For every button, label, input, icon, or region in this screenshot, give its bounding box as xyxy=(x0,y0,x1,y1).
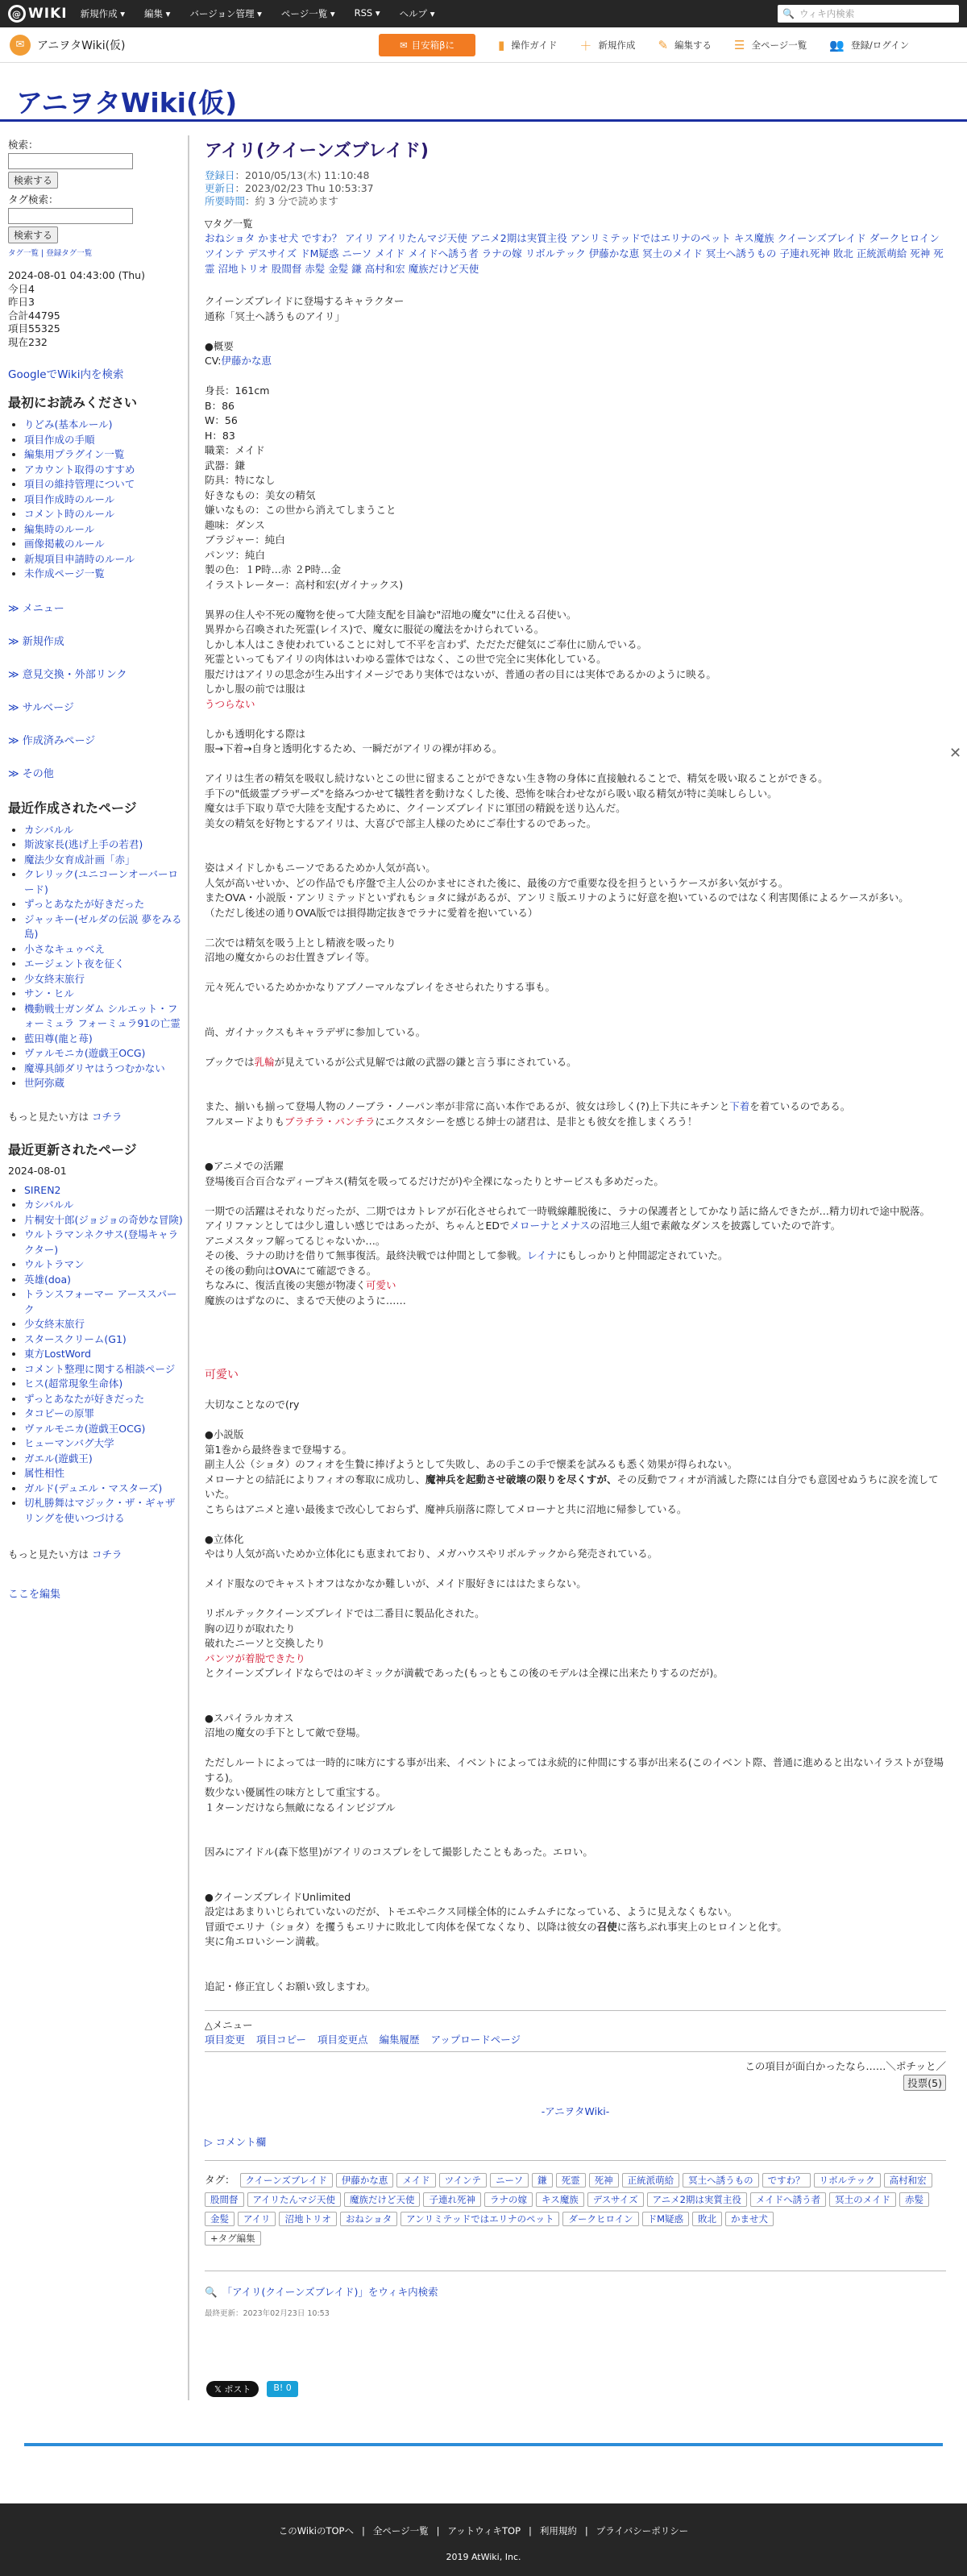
page-tool-link[interactable]: 項目変更 xyxy=(205,2034,246,2046)
notice-button[interactable] xyxy=(379,34,475,56)
list-item[interactable]: • 魔法少女育成計画「赤」 xyxy=(24,853,184,868)
tag-list-links[interactable]: タグ一覧 | 登録タグ一覧 xyxy=(8,249,93,258)
red-text: パンツが着脱できたり xyxy=(205,1652,306,1664)
tag-search-button[interactable]: 検索する xyxy=(8,226,58,243)
tag-chip[interactable]: メイド xyxy=(396,2173,435,2188)
more-updated: もっと見たい方は コチラ xyxy=(8,1548,122,1560)
tag-chip[interactable]: メイドへ誘う者 xyxy=(750,2192,826,2207)
all-pages-label: 全ページ一覧 xyxy=(751,39,807,51)
tag-label: タグ： xyxy=(205,2174,235,2186)
list-item[interactable]: • 項目の維持管理について xyxy=(24,477,184,492)
registered-key: 登録日 xyxy=(205,169,235,181)
read-first-heading: 最初にお読みください xyxy=(8,395,138,410)
registered-date: ：2010/05/13(木) 11:10:48 xyxy=(234,169,370,181)
nav-rss[interactable]: RSS ▾ xyxy=(354,7,380,19)
list-item[interactable]: • 新規項目申請時のルール xyxy=(24,552,184,567)
nav-version[interactable]: バージョン管理 ▾ xyxy=(189,8,262,19)
nav-page-list[interactable]: ページ一覧 ▾ xyxy=(280,8,335,19)
list-item[interactable]: • コメント整理に関する相談ページ xyxy=(24,1362,184,1377)
nav-new[interactable]: 新規作成 ▾ xyxy=(80,8,126,19)
tag-links[interactable]: おねショタ かませ犬 ですわ？ アイリ アイリたんマジ天使 アニメ2期は実質主役 アンリミテッドではエリナのペット キス魔族 クイーンズブレイド ダークヒロイン ツインテ デスサイズ ドM疑惑 ニーソ メイド メイドへ誘う者 ラナの嫁 リボルテック 伊藤かな恵 冥土のメイド 冥土へ誘うもの 子連れ死神 敗北 正統派萌給 死神 死霊 沼地トリオ 股間督 赤髪 金髪 鎌 高村和宏 魔族だけど天使 xyxy=(205,232,944,275)
nav-help[interactable]: ヘルプ ▾ xyxy=(399,8,435,19)
list-item[interactable]: • サン・ヒル xyxy=(24,987,184,1002)
updated-key: 更新日 xyxy=(205,182,235,194)
tag-chip[interactable]: ツインテ xyxy=(439,2173,487,2188)
add-tag-button[interactable]: +タグ編集 xyxy=(205,2231,261,2246)
wiki-actions xyxy=(498,27,932,63)
list-item[interactable]: • 編集時のルール xyxy=(24,522,184,538)
cv-link[interactable]: 伊藤かな恵 xyxy=(221,355,272,367)
reading-time: ：約 3 分で読めます xyxy=(245,195,338,207)
edit-sidebar-link[interactable]: ここを編集 xyxy=(8,1589,61,1601)
list-item[interactable]: • 編集用プラグイン一覧 xyxy=(24,447,184,463)
wiki-icon: ✉ xyxy=(10,35,31,56)
footer-links: このWikiのTOPへ | 全ページ一覧 | アットウィキTOP | 利用規約 | プライバシーポリシー xyxy=(278,2525,689,2537)
tag-chip[interactable]: 子連れ死神 xyxy=(423,2192,481,2207)
tag-search-input[interactable] xyxy=(8,208,133,224)
article xyxy=(205,137,946,2318)
divider xyxy=(205,2160,946,2161)
red-text: ブラチラ・パンチラ xyxy=(284,1115,376,1128)
list-item[interactable]: • 少女終末旅行 xyxy=(24,1317,184,1332)
new-page-label: 新規作成 xyxy=(598,39,636,51)
page-tools xyxy=(205,2032,946,2046)
list-item[interactable]: • 東方LostWord xyxy=(24,1347,184,1362)
tag-chip[interactable]: キス魔族 xyxy=(536,2192,584,2207)
page-title: アイリ(クイーンズブレイド) xyxy=(205,141,429,161)
created-pages-link[interactable]: ≫ 作成済みページ xyxy=(8,734,96,747)
list-item[interactable]: • ヒューマンバグ大学 xyxy=(24,1436,184,1452)
read-first-list xyxy=(8,418,184,582)
red-text: 可愛い xyxy=(205,1369,239,1381)
footer-link[interactable]: 利用規約 xyxy=(539,2525,577,2537)
pencil-icon: ✎ xyxy=(658,38,669,52)
search-icon: 🔍 xyxy=(205,2286,218,2298)
page-tool-link[interactable]: 編集履歴 xyxy=(379,2034,420,2046)
guide-icon: ▮ xyxy=(498,38,505,52)
article-body: クイーンズブレイドに登場するキャラクター 通称「冥土へ誘うものアイリ」 ●概要 CV:伊藤かな恵 身長：161cm B：86 W：56 H：83 職業：メイド 武器：鎌 防具：特になし 好きなもの：美女の精気 嫌いなもの：この世から消えてしまうこと 趣味：ダンス ブラジャー：純白 パンツ：純白 製の色：１P時…赤 ２P時…金 イラストレーター：高村和宏(ガイナックス) 異界の住人や不死の魔物を使って大陸支配を目論む"沼地の魔女"に仕える召使い。 異界から召喚された死霊(レイス)で、魔女に服従の魔法をかけられている。 しかし本人はこき使われていることに対して不平を言わず、ただただ健気にご奉仕に励んでいる。 死霊といってもアイリの肉体はいわゆる霊体ではなく、この世で完全に実体化している。 服だけはアイリの思念が生み出すイメージであり実体ではないが、普通の者の目には実体であるかのように映る。 しかし服の前では服は うつらない しかも透明化する際は 服→下着→自身と透明化するため、一瞬だがアイリの裸が拝める。 アイリは生者の精気を吸収し続けないとこの世に留まることができない生き物の身体に直接触れることで、精気を吸い取ることができる。 手下の"低級霊ブラザーズ"を絡みつかせて犠牲者を動けなくした後、恐怖を味合わせながら吸い取る精気が特に美味しらしい。 魔女は手下取り草で大陸を支配するために、クイーンズブレイドに軍団の精鋭を送り込んだ。 美女の精気を好物とするアイリは、大喜びで部主人様のためにご奉仕するのであった。 姿はメイドしかもニーソであるためか人気が高い。 人気が高いせいか、どの作品でも序盤で主人公のかませにされた後に、最後の方で重要な役を担うというケースが多い気がする。 またOVA・小説版・アンリミテッドといずれもショタに縁があるが、アンリミ版エリナのように好意を抱いているのではなく利害関係によるケースが多い。 （ただし後述の通りOVA版では損得勘定抜きでラナに愛着を抱いている） 二次では精気を吸う上とし精液を吸ったり 沼地の魔女からのお仕置きプレイ等。 元々死んでいるためかかなりアブノーマルなプレイをさせられたりする事も。 尚、ガイナックスもキャラデザに参加している。 ブックでは乳輪が見えているが公式見解では敵の武器の鎌と言う事にされている。 また、揃いも揃って登場人物のノーブラ・ノーパン率が非常に高い本作であるが、彼女は珍しく(?)上下共にキチンと下着を着ているのである。 フルヌードよりもブラチラ・パンチラにエクスタシーを感じる紳士の諸君は、是非とも彼女を推しまくろう！ ●アニメでの活躍 登場後百合百合なディープキス(精気を吸ってるだけだが)や全裸になったりとサービスも多めだった。 一期での活躍はそれなりだったが、二期ではカトレアが石化させられて一時戦線離脱後に、ラナの保護者としてかなり話に絡んできたが…精力切れで途中脱落。 アイリファンとしては少し遺しい感じではあったが、ちゃんとEDでメローナとメナスの沼地三人組で素敵なダンスを披露していたので許す。 アニメスタッフ解ってるじゃないか…。 その後、ラナの助けを借りて無事復活。最終決戦では仲間として参戦。レイナにもしっかりと仲間認定されていた。 その後の動向はOVAにて確認できる。 ちなみに、復活直後の実態が物凄く可愛い 魔族のはずなのに、まるで天使のように…… 可愛い 大切なことなので(ry ●小説版 第1巻から最終巻まで登場する。 副主人公（ショタ）のフィオを生贄に捧げようとして失敗し、あの手この手で懐柔を試みるも悉く効果が得られない。 メローナとの結託によりフィオの奪取に成功し、魔神兵を起動させ破壊の限りを尽くすが、その反動でフィオが消滅した際には自分でも意図せぬうちに涙を流していた。 こちらはアニメと違い最後まで改心しておらず、魔神兵崩落に際してメローナと共に沼地に帰参している。 ●立体化 やはり人気が高いためか立体化にも恵まれており、メガハウスやリボルテックから発売されている。 メイド服なのでキャストオフはなかなか難しいが、メイド服好きにははたまらない。 リボルテッククイーンズブレイドでは二番目に製品化された。 胸の辺りが取れたり 破れたニーソと交換したり パンツが着脱できたり とクイーンズブレイドならではのギミックが満載であった(もっともこの後のモデルは全裸に出来たりするのだが)。 ●スパイラルカオス 沼地の魔女の手下として敵で登場。 ただしルートによっては一時的に味方にする事が出来、イベントによっては永続的に仲間にする事が出来る(このイベント際、普通に進めると出ないイラストが登場する)。 数少ない優属性の味方として重宝する。 １ターンだけなら無敵になるインビジブル 因みにアイドル(森下悠里)がアイリのコスプレをして撮影したこともあった。エロい。 ●クイーンズブレイドUnlimited 設定はあまりいじられていないのだが、トモエやニクス同様全体的にムチムチになっている、ように見えなくもない。 冒頭でエリナ（ショタ）を攫うもエリナに敗北して肉体を保てなくなり、以降は彼女の召使に落ちぶれ事実上のヒロインと化す。 実に角エロいシーン満載。 追記・修正宜しくお願い致しますわ。 xyxy=(205,295,944,1992)
more-created-link[interactable]: コチラ xyxy=(92,1110,122,1123)
global-topbar xyxy=(0,0,967,27)
nav-edit[interactable]: 編集 ▾ xyxy=(144,8,171,19)
hatena-bookmark-button[interactable]: B! 0 xyxy=(267,2381,297,2397)
column-divider xyxy=(188,135,189,2400)
opinion-link[interactable]: ≫ 意見交換・外部リンク xyxy=(8,668,127,681)
list-item[interactable]: • トランスフォーマー アーススパーク xyxy=(24,1287,184,1317)
sidebar xyxy=(8,137,184,1601)
recent-updated-list xyxy=(8,1183,184,1527)
edit-label: 編集する xyxy=(674,39,712,51)
tag-chip[interactable]: 股間督 xyxy=(205,2192,244,2207)
tag-chips xyxy=(205,2171,946,2248)
divider xyxy=(205,2010,946,2011)
tag-chip[interactable]: 敗北 xyxy=(692,2212,722,2226)
list-item[interactable]: • 属性相性 xyxy=(24,1466,184,1481)
site-title[interactable]: アニヲタWiki(仮) xyxy=(16,87,238,118)
guide-link[interactable] xyxy=(498,38,557,52)
list-item[interactable]: • 項目作成の手順 xyxy=(24,433,184,448)
bold-text: 魔神兵を起動させ破壊の限りを尽くすが、 xyxy=(425,1473,617,1485)
wiki-search-link[interactable]: 🔍 「アイリ(クイーンズブレイド)」をウィキ内検索 xyxy=(205,2286,438,2298)
wiki-name[interactable]: アニヲタWiki(仮) xyxy=(37,39,126,52)
sidebar-search-button[interactable]: 検索する xyxy=(8,172,58,189)
other-link[interactable]: ≫ その他 xyxy=(8,767,54,780)
tag-chip[interactable]: 赤髪 xyxy=(899,2192,929,2207)
list-item[interactable]: • ガエル(遊戯王) xyxy=(24,1452,184,1467)
stat-items: 項目55325 xyxy=(8,322,60,334)
users-icon: 👥 xyxy=(829,38,845,52)
footer-link[interactable]: 全ページ一覧 xyxy=(372,2525,429,2537)
stat-datetime: 2024-08-01 04:43:00 (Thu) xyxy=(8,269,145,281)
tag-chip[interactable]: 鎌 xyxy=(532,2173,553,2188)
page-tool-link[interactable]: 項目変更点 xyxy=(317,2034,368,2046)
list-item[interactable]: • 項目作成時のルール xyxy=(24,492,184,508)
list-item[interactable]: • 小さなキュゥべえ xyxy=(24,942,184,958)
tags-heading[interactable]: ▽タグ一覧 xyxy=(205,218,253,230)
tag-chip[interactable]: かませ犬 xyxy=(725,2212,774,2226)
tweet-button[interactable]: 𝕏 ポスト xyxy=(206,2381,259,2397)
stat-total: 合計44795 xyxy=(8,309,60,322)
tag-chip[interactable]: 魔族だけど天使 xyxy=(344,2192,421,2207)
red-text: 乳輪 xyxy=(254,1055,275,1068)
plus-icon: ＋ xyxy=(579,38,592,53)
divider xyxy=(205,2051,946,2052)
menu-link[interactable]: ≫ メニュー xyxy=(8,602,64,615)
bold-text: 召使 xyxy=(596,1920,617,1933)
list-item[interactable]: • カシバルル xyxy=(24,823,184,838)
footer-divider xyxy=(24,2443,943,2446)
list-item[interactable]: • 斯波家長(逃げ上手の若君) xyxy=(24,837,184,853)
list-item[interactable]: • 画像掲載のルール xyxy=(24,537,184,552)
list-item[interactable]: • スタースクリーム(G1) xyxy=(24,1332,184,1348)
title-divider xyxy=(0,119,967,122)
new-create-link[interactable]: ≫ 新規作成 xyxy=(8,635,64,648)
list-item[interactable]: • 英雄(doa) xyxy=(24,1273,184,1288)
recent-created-list xyxy=(8,823,184,1091)
tag-chip[interactable]: ですわ？ xyxy=(762,2173,811,2188)
comment-toggle[interactable]: ▷ コメント欄 xyxy=(205,2136,267,2148)
list-item[interactable]: • ガルド(デュエル・マスターズ) xyxy=(24,1481,184,1497)
google-search-link[interactable]: GoogleでWiki内を検索 xyxy=(8,368,124,381)
close-icon[interactable]: ✕ xyxy=(949,745,962,762)
recent-updated-heading: 最近更新されたページ xyxy=(8,1141,137,1157)
list-item[interactable]: • 切札勝舞はマジック・ザ・ギャザリングを使いつづける xyxy=(24,1496,184,1526)
list-item[interactable]: • ウルトラマン xyxy=(24,1257,184,1273)
tag-chip[interactable]: 金髪 xyxy=(205,2212,234,2226)
list-item[interactable]: • 未作成ページ一覧 xyxy=(24,567,184,582)
global-nav xyxy=(81,7,454,20)
login-label: 登録/ログイン xyxy=(850,39,910,51)
list-item[interactable]: • 少女終末旅行 xyxy=(24,972,184,987)
tag-chip[interactable]: アンリミテッドではエリナのペット xyxy=(400,2212,559,2226)
tag-chip[interactable]: アニメ2期は実質主役 xyxy=(647,2192,747,2207)
mail-icon: ✉ xyxy=(400,39,408,51)
list-item[interactable]: • カシバルル xyxy=(24,1198,184,1213)
footer-link[interactable]: アットウィキTOP xyxy=(447,2525,521,2537)
footer-link[interactable]: プライバシーポリシー xyxy=(596,2525,689,2537)
recent-updated-date: 2024-08-01 xyxy=(8,1164,67,1177)
tag-chip[interactable]: アイリ xyxy=(238,2212,276,2226)
red-text: うつらない xyxy=(205,697,255,710)
login-link[interactable] xyxy=(829,38,909,52)
sidebar-search-input[interactable] xyxy=(8,153,133,169)
list-item[interactable]: • ウルトラマンネクサス(登場キャラクター) xyxy=(24,1228,184,1257)
wiki-subbar xyxy=(0,27,967,63)
inline-link[interactable]: メローナとメナス xyxy=(509,1219,591,1232)
reading-key: 所要時間 xyxy=(205,195,246,207)
all-pages-link[interactable] xyxy=(734,38,807,52)
list-item[interactable]: • アカウント取得のすすめ xyxy=(24,463,184,478)
footer-link[interactable]: このWikiのTOPへ xyxy=(278,2525,354,2537)
list-item[interactable]: • エージェント夜を征く xyxy=(24,957,184,972)
tag-chip[interactable]: 沼地トリオ xyxy=(279,2212,336,2226)
tag-chip[interactable]: ダークヒロイン xyxy=(562,2212,638,2226)
last-updated: 最終更新：2023年02月23日 10:53 xyxy=(205,2309,330,2318)
page-tool-link[interactable]: アップロードページ xyxy=(430,2034,521,2046)
access-stats xyxy=(8,269,184,349)
list-item[interactable]: • 藍田尊(龍と苺) xyxy=(24,1032,184,1047)
list-item[interactable]: • ずっとあなたが好きだった xyxy=(24,1392,184,1407)
new-page-link[interactable] xyxy=(579,37,635,54)
list-item[interactable]: • ジャッキー(ゼルダの伝説 夢をみる島) xyxy=(24,912,184,942)
list-item[interactable]: • SIREN2 xyxy=(24,1183,184,1199)
stat-current: 現在232 xyxy=(8,335,48,348)
tag-chip[interactable]: リボルテック xyxy=(814,2173,881,2188)
more-created: もっと見たい方は コチラ xyxy=(8,1110,122,1123)
search-icon: 🔍 xyxy=(782,8,795,19)
tag-chip[interactable]: 正統派萌給 xyxy=(622,2173,680,2188)
list-item[interactable]: • ずっとあなたが好きだった xyxy=(24,897,184,912)
list-item[interactable]: • 機動戦士ガンダム シルエット・フォーミュラ フォーミュラ91の亡霊 xyxy=(24,1002,184,1032)
guide-label: 操作ガイド xyxy=(511,39,558,51)
search-label: 検索： xyxy=(8,139,39,151)
list-item[interactable]: • ヒス(超常現象生命体) xyxy=(24,1377,184,1392)
notice-label: 目安箱βに xyxy=(411,39,454,51)
tag-chip[interactable]: アイリたんマジ天使 xyxy=(247,2192,341,2207)
tag-chip[interactable]: ニーソ xyxy=(490,2173,529,2188)
more-updated-link[interactable]: コチラ xyxy=(92,1548,122,1560)
tag-search-label: タグ検索： xyxy=(8,193,59,206)
list-item[interactable]: • 魔導具師ダリヤはうつむかない xyxy=(24,1062,184,1077)
copyright: 2019 AtWiki, Inc. xyxy=(446,2552,521,2562)
vote-button[interactable]: 投票(5) xyxy=(903,2075,946,2091)
list-item[interactable]: • りどみ(基本ルール) xyxy=(24,418,184,433)
edit-link[interactable] xyxy=(658,38,712,52)
interest-text: この項目が面白かったなら……＼ポチッと／ xyxy=(745,2060,946,2072)
list-item[interactable]: • コメント時のルール xyxy=(24,507,184,522)
tag-chip[interactable]: 冥土へ誘うもの xyxy=(683,2173,759,2188)
page-tool-link[interactable]: 項目コピー xyxy=(256,2034,307,2046)
list-item[interactable]: • 世阿弥蔵 xyxy=(24,1076,184,1091)
list-item[interactable]: • タコピーの原罪 xyxy=(24,1406,184,1422)
tag-chip[interactable]: おねショタ xyxy=(340,2212,397,2226)
stat-yesterday: 昨日3 xyxy=(8,296,35,308)
site-footer xyxy=(0,2503,967,2576)
salvage-link[interactable]: ≫ サルベージ xyxy=(8,701,74,714)
cv-label: CV: xyxy=(205,355,222,367)
tag-chip[interactable]: 伊藤かな恵 xyxy=(336,2173,394,2188)
page-meta xyxy=(205,169,946,208)
wiki-search-input[interactable] xyxy=(778,5,959,23)
updated-date: ：2023/02/23 Thu 10:53:37 xyxy=(234,182,374,194)
list-item[interactable]: • 片桐安十郎(ジョジョの奇妙な冒険) xyxy=(24,1213,184,1228)
red-text: 可愛い xyxy=(366,1279,396,1291)
tag-chip[interactable]: デスサイズ xyxy=(587,2192,644,2207)
search-placeholder: ウィキ内検索 xyxy=(799,8,855,19)
list-item[interactable]: • ヴァルモニカ(遊戯王OCG) xyxy=(24,1422,184,1437)
tag-chip[interactable]: クイーンズブレイド xyxy=(240,2173,333,2188)
wiki-signature[interactable]: -アニヲタWiki- xyxy=(541,2105,610,2117)
inline-link[interactable]: レイナ xyxy=(527,1249,557,1261)
atwiki-logo[interactable] xyxy=(8,5,68,23)
tag-chip[interactable]: ラナの嫁 xyxy=(484,2192,533,2207)
tag-chip[interactable]: ドM疑惑 xyxy=(642,2212,689,2226)
share-buttons xyxy=(206,2381,298,2397)
tag-chip[interactable]: 死神 xyxy=(589,2173,619,2188)
at-icon: @ xyxy=(8,5,26,23)
footer-menu-label[interactable]: △メニュー xyxy=(205,2019,253,2031)
list-item[interactable]: • クレリック(ユニコーンオーバーロード) xyxy=(24,867,184,897)
list-icon: ☰ xyxy=(734,38,745,52)
logo-text: WIKI xyxy=(28,6,68,22)
stat-today: 今日4 xyxy=(8,282,35,295)
recent-created-heading: 最近作成されたページ xyxy=(8,800,137,816)
inline-link[interactable]: 下着 xyxy=(729,1100,750,1112)
tag-chip[interactable]: 冥土のメイド xyxy=(829,2192,896,2207)
tag-chip[interactable]: 高村和宏 xyxy=(884,2173,932,2188)
tag-chip[interactable]: 死霊 xyxy=(556,2173,586,2188)
list-item[interactable]: • ヴァルモニカ(遊戯王OCG) xyxy=(24,1046,184,1062)
